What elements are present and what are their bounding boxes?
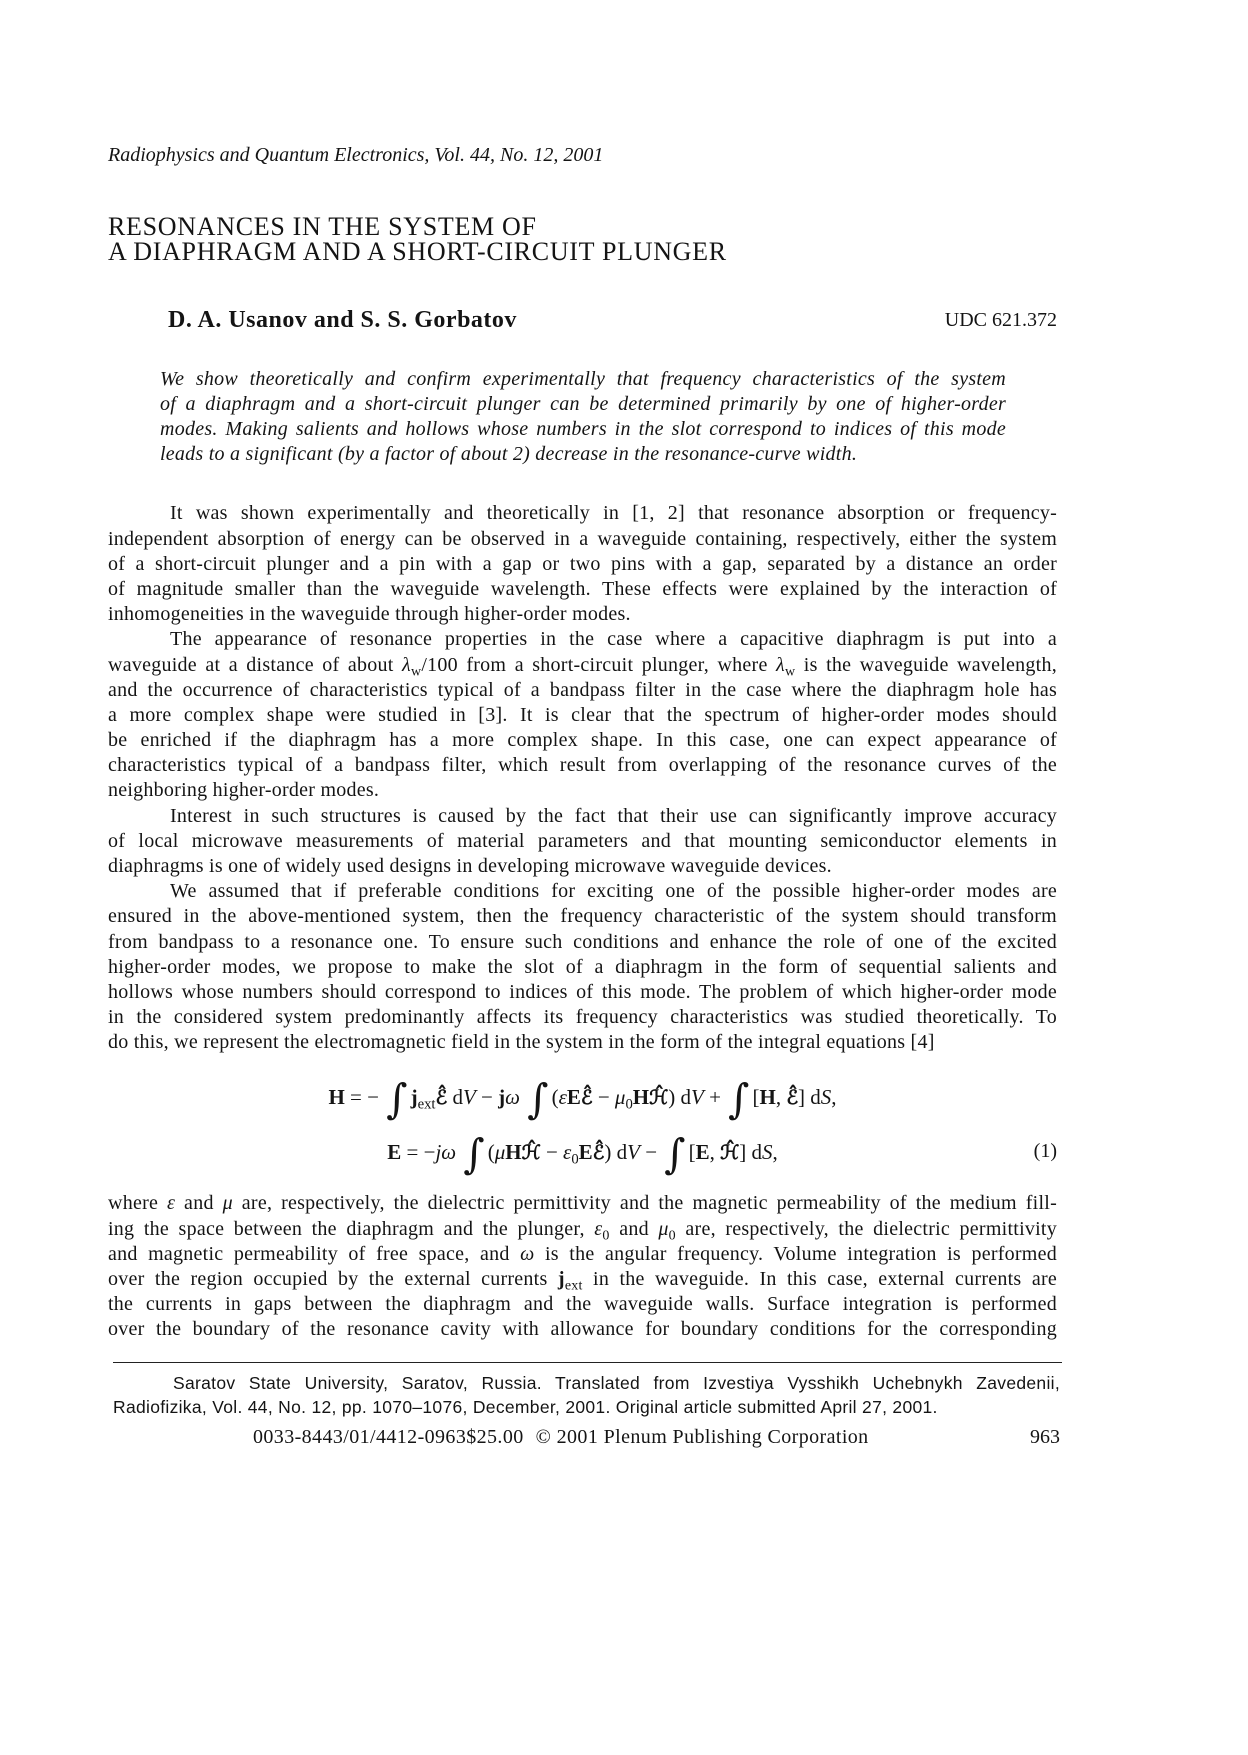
math-symbol: μ	[614, 1085, 626, 1109]
math-symbol: E	[695, 1140, 710, 1164]
body-paragraph	[108, 879, 1057, 1055]
body-paragraph	[108, 804, 1057, 880]
integral-sign: ∫	[728, 1075, 750, 1123]
math-symbol: H	[632, 1085, 650, 1109]
text-run: ] d	[739, 1140, 762, 1164]
math-symbol: j	[435, 1140, 442, 1164]
title-line: A DIAPHRAGM AND A SHORT-CIRCUIT PLUNGER	[108, 236, 727, 266]
integral-sign: ∫	[386, 1075, 408, 1123]
text-line: Radiofizika, Vol. 44, No. 12, pp. 1070–1076, December, 2001. Original article submitted April 27, 2001.	[113, 1397, 938, 1417]
text-run: and magnetic permeability of free space, and	[108, 1242, 521, 1265]
text-run: in the waveguide. In this case, external currents are	[582, 1268, 1057, 1290]
text-line	[108, 653, 1057, 678]
text-run: ] d	[798, 1085, 821, 1109]
subscript: 0	[571, 1151, 579, 1168]
math-symbol: ε	[594, 1217, 603, 1240]
text-run: waveguide at a distance of about	[108, 653, 403, 676]
math-symbol: ℰ̂	[580, 1086, 593, 1109]
abstract	[160, 367, 1006, 468]
text-run: where	[108, 1192, 168, 1215]
text-line: do this, we represent the electromagnetic field in the system in the form of the integral equations [4]	[108, 1031, 935, 1054]
text-line: Saratov State University, Saratov, Russia. Translated from Izvestiya Vysshikh Uchebnykh Zavedenii,	[173, 1373, 1060, 1393]
text-run: +	[703, 1085, 727, 1109]
journal-header: Radiophysics and Quantum Electronics, Vol. 44, No. 12, 2001	[108, 144, 604, 166]
math-symbol: j	[498, 1085, 506, 1109]
text-line: hollows whose numbers should correspond to indices of this mode. The problem of which higher-order mode	[108, 980, 1057, 1003]
text-line: inhomogeneities in the waveguide through higher-order modes.	[108, 603, 631, 626]
subscript: ext	[417, 1096, 436, 1113]
text-line: of local microwave measurements of material parameters and that mounting semiconductor elements in	[108, 829, 1057, 852]
math-symbol: ℋ̂	[521, 1141, 541, 1164]
body-paragraph	[108, 501, 1057, 627]
article-body	[108, 501, 1057, 1055]
text-run: are, respectively, the dielectric permittivity and the magnetic permeability of the medium fill-	[232, 1192, 1057, 1215]
integral-sign: ∫	[527, 1075, 549, 1123]
text-line: from bandpass to a resonance one. To ensure such conditions and enhance the role of one of the excited	[108, 930, 1057, 953]
math-symbol: ℋ̂	[649, 1086, 669, 1109]
text-line: We show theoretically and confirm experimentally that frequency characteristics of the system	[160, 367, 1006, 390]
subscript: w	[784, 663, 796, 679]
text-run: and	[175, 1192, 223, 1215]
math-symbol: ε	[167, 1192, 176, 1215]
math-symbol: H	[759, 1085, 776, 1109]
text-run: [	[752, 1085, 760, 1109]
text-run: ,	[831, 1085, 837, 1109]
math-symbol: ℋ̂	[720, 1141, 740, 1164]
text-line: a more complex shape were studied in [3]. It is clear that the spectrum of higher-order modes should	[108, 703, 1057, 726]
text-run: [	[688, 1140, 696, 1164]
text-run: is the angular frequency. Volume integration is performed	[534, 1242, 1057, 1265]
text-run: is the waveguide wavelength,	[795, 653, 1057, 676]
math-symbol: S	[762, 1140, 773, 1164]
math-symbol: μ	[222, 1192, 233, 1215]
copyright-notice: © 2001 Plenum Publishing Corporation	[535, 1425, 869, 1448]
text-line: neighboring higher-order modes.	[108, 779, 380, 802]
text-run: = −	[344, 1085, 385, 1109]
math-symbol: λ	[776, 653, 785, 676]
text-line: be enriched if the diaphragm has a more complex shape. In this case, one can expect appearance of	[108, 729, 1057, 752]
math-symbol: H	[328, 1085, 345, 1109]
text-line: the currents in gaps between the diaphragm and the waveguide walls. Surface integration is performed	[108, 1293, 1057, 1316]
math-symbol: E	[387, 1140, 402, 1164]
equation-line	[108, 1070, 1057, 1125]
equation-number: (1)	[1033, 1140, 1057, 1162]
text-run: are, respectively, the dielectric permittivity	[675, 1217, 1057, 1240]
text-line: leads to a significant (by a factor of about 2) decrease in the resonance-curve width.	[160, 443, 858, 466]
equation-line	[108, 1125, 1057, 1180]
math-symbol: V	[690, 1085, 704, 1109]
text-run: over the region occupied by the external currents	[108, 1268, 558, 1290]
page-number: 963	[1030, 1425, 1060, 1448]
integral-sign: ∫	[463, 1130, 485, 1178]
title-line: RESONANCES IN THE SYSTEM OF	[108, 211, 537, 241]
text-run: (	[551, 1085, 559, 1109]
math-symbol: ε	[558, 1085, 567, 1109]
text-run: ,	[772, 1140, 778, 1164]
math-symbol: λ	[402, 653, 411, 676]
math-symbol: E	[578, 1140, 593, 1164]
text-line: It was shown experimentally and theoretically in [1, 2] that resonance absorption or frequency-	[170, 502, 1057, 525]
math-symbol: H	[505, 1140, 522, 1164]
text-line: higher-order modes, we propose to make the slot of a diaphragm in the form of sequential salients and	[108, 955, 1057, 978]
subscript: 0	[602, 1228, 610, 1244]
text-line: independent absorption of energy can be observed in a waveguide containing, respectively, either the system	[108, 527, 1057, 550]
text-run: and	[609, 1217, 659, 1240]
text-run: ,	[709, 1140, 721, 1164]
subscript: 0	[668, 1228, 676, 1244]
math-symbol: ℰ̂	[592, 1141, 605, 1164]
math-symbol: S	[820, 1085, 832, 1109]
math-symbol: μ	[658, 1217, 669, 1240]
text-run: ) d	[668, 1085, 691, 1109]
body-paragraph-continued	[108, 1191, 1057, 1342]
subscript: ext	[564, 1278, 583, 1294]
text-line	[108, 1217, 1057, 1242]
text-line: diaphragms is one of widely used designs in developing microwave waveguide devices.	[108, 855, 832, 878]
text-line: We assumed that if preferable conditions for exciting one of the possible higher-order modes are	[170, 880, 1057, 903]
math-symbol: V	[627, 1140, 640, 1164]
subscript: 0	[625, 1096, 633, 1113]
integral-sign: ∫	[664, 1130, 686, 1178]
text-line	[108, 1191, 1057, 1216]
text-run: ) d	[604, 1140, 628, 1164]
text-line: of magnitude smaller than the waveguide wavelength. These effects were explained by the interaction of	[108, 577, 1057, 600]
article-title	[108, 211, 727, 266]
text-run: (	[487, 1140, 495, 1164]
math-symbol: ℰ̂	[786, 1086, 799, 1109]
author-line: D. A. Usanov and S. S. Gorbatov	[168, 307, 517, 333]
copyright-line	[253, 1425, 869, 1450]
udc-code: UDC 621.372	[944, 308, 1057, 331]
math-symbol: ℰ̂	[435, 1086, 448, 1109]
text-line: modes. Making salients and hollows whose numbers in the slot correspond to indices of this mode	[160, 418, 1006, 441]
text-run: −	[540, 1140, 564, 1164]
text-line: in the considered system predominantly affects its frequency characteristics was studied theoretically. To	[108, 1006, 1057, 1029]
text-line: of a short-circuit plunger and a pin with a gap or two pins with a gap, separated by a distance an order	[108, 552, 1057, 575]
math-symbol: V	[462, 1085, 476, 1109]
text-run: −	[639, 1140, 663, 1164]
math-symbol: μ	[494, 1140, 506, 1164]
math-symbol: ω	[505, 1085, 520, 1109]
math-symbol: ε	[563, 1140, 572, 1164]
math-symbol: j	[557, 1268, 565, 1290]
text-line: The appearance of resonance properties in the case where a capacitive diaphragm is put into a	[170, 628, 1057, 651]
issn-code: 0033-8443/01/4412-0963$25.00	[253, 1425, 524, 1448]
text-line: of a diaphragm and a short-circuit plunger can be determined primarily by one of higher-order	[160, 392, 1006, 415]
math-symbol: ω	[441, 1140, 457, 1164]
text-run: −	[592, 1085, 615, 1109]
equation	[108, 1070, 1057, 1180]
text-run: ,	[775, 1085, 787, 1109]
text-run: = −	[401, 1140, 436, 1164]
text-run: /100 from a short-circuit plunger, where	[421, 653, 777, 676]
footnote-rule	[113, 1362, 1062, 1363]
text-run: ing the space between the diaphragm and the plunger,	[108, 1217, 595, 1240]
math-symbol: E	[566, 1085, 581, 1109]
text-line: Interest in such structures is caused by the fact that their use can significantly improve accuracy	[170, 804, 1057, 827]
text-run	[456, 1140, 461, 1164]
subscript: w	[410, 663, 422, 679]
text-run	[520, 1085, 525, 1109]
text-line	[108, 1242, 1057, 1267]
text-line: ensured in the above-mentioned system, then the frequency characteristic of the system should transform	[108, 905, 1057, 928]
text-run: −	[475, 1085, 499, 1109]
math-symbol: ω	[520, 1242, 535, 1265]
footnote	[113, 1371, 1060, 1419]
math-symbol: j	[410, 1085, 418, 1109]
body-paragraph	[108, 627, 1057, 803]
text-line: and the occurrence of characteristics typical of a bandpass filter in the case where the diaphragm hole has	[108, 678, 1057, 701]
text-line: characteristics typical of a bandpass filter, which result from overlapping of the resonance curves of the	[108, 754, 1057, 777]
text-line	[108, 1267, 1057, 1292]
text-run: d	[447, 1085, 463, 1109]
text-line: over the boundary of the resonance cavity with allowance for boundary conditions for the corresponding	[108, 1318, 1057, 1341]
